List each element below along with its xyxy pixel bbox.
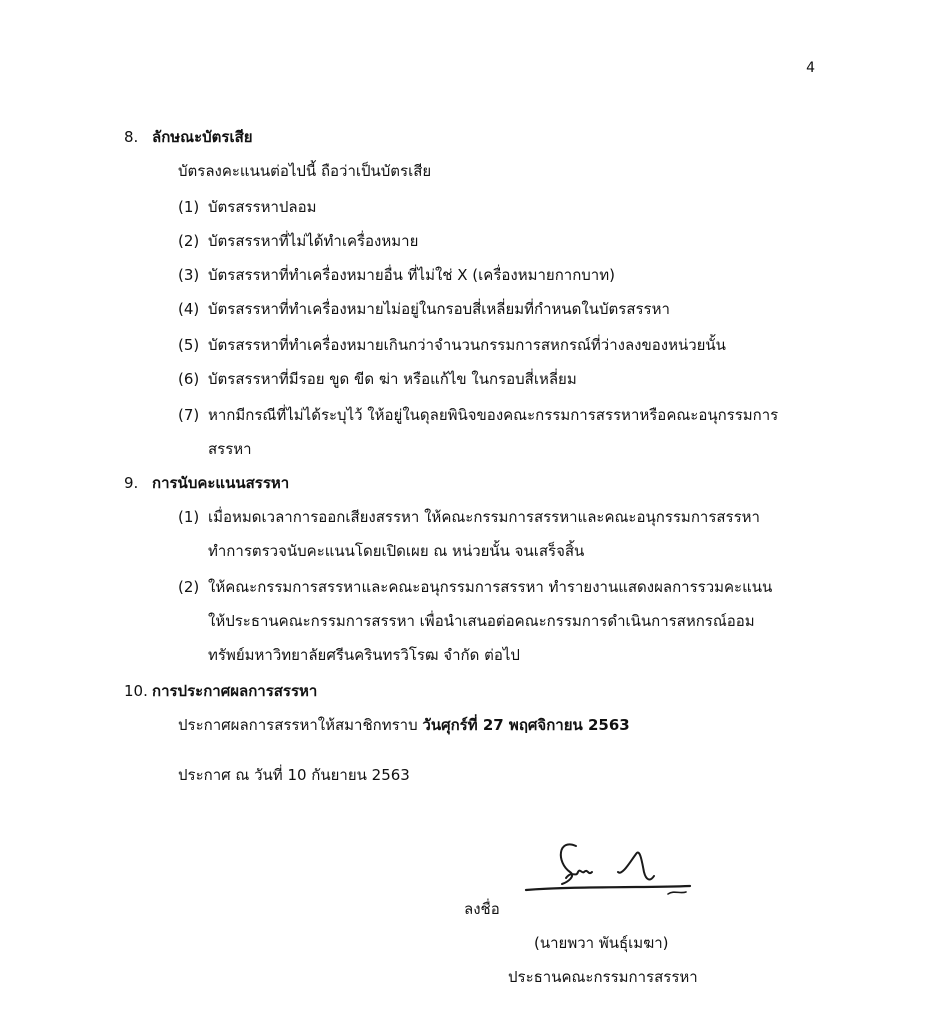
page-number: 4 (806, 60, 815, 76)
section-9-item-1-continued: ทำการตรวจนับคะแนนโดยเปิดเผย ณ หน่วยนั้น จนเสร็จสิ้น (208, 542, 585, 560)
section-9-item-2-continued-2: ทรัพย์มหาวิทยาลัยศรีนครินทรวิโรฒ จำกัด ต่อไป (208, 646, 520, 664)
section-8-item-7: (7) หากมีกรณีที่ไม่ได้ระบุไว้ ให้อยู่ในดุลยพินิจของคณะกรรมการสรรหาหรือคณะอนุกรรมการ (178, 406, 779, 424)
signature-label: ลงชื่อ (464, 900, 500, 918)
section-8-number: 8. (124, 128, 139, 146)
section-8-item-1: (1) บัตรสรรหาปลอม (178, 198, 317, 216)
section-8-item-7-continued: สรรหา (208, 440, 252, 458)
announce-date: ประกาศ ณ วันที่ 10 กันยายน 2563 (178, 766, 410, 784)
section-9-number: 9. (124, 474, 139, 492)
section-8-title: ลักษณะบัตรเสีย (152, 128, 253, 146)
section-9-title: การนับคะแนนสรรหา (152, 474, 290, 492)
section-10-title: การประกาศผลการสรรหา (152, 682, 318, 700)
section-9-item-2: (2) ให้คณะกรรมการสรรหาและคณะอนุกรรมการสรรหา ทำรายงานแสดงผลการรวมคะแนน (178, 578, 773, 596)
announcement-date-bold: วันศุกร์ที่ 27 พฤศจิกายน 2563 (422, 716, 630, 734)
section-9-heading (124, 472, 289, 494)
section-8-heading (124, 126, 253, 148)
section-8-item-5: (5) บัตรสรรหาที่ทำเครื่องหมายเกินกว่าจำนวนกรรมการสหกรณ์ที่ว่างลงของหน่วยนั้น (178, 336, 726, 354)
section-8-item-3: (3) บัตรสรรหาที่ทำเครื่องหมายอื่น ที่ไม่ใช่ X (เครื่องหมายกากบาท) (178, 266, 615, 284)
section-10-number: 10. (124, 682, 148, 700)
section-10-text: ประกาศผลการสรรหาให้สมาชิกทราบ วันศุกร์ที่ 27 พฤศจิกายน 2563 (178, 716, 630, 734)
section-10-heading (124, 680, 317, 702)
handwritten-signature (518, 832, 698, 912)
signer-name: (นายพวา พันธุ์เมฆา) (534, 934, 669, 952)
section-8-item-6: (6) บัตรสรรหาที่มีรอย ขูด ขีด ฆ่า หรือแก้ไข ในกรอบสี่เหลี่ยม (178, 370, 577, 388)
section-8-item-4: (4) บัตรสรรหาที่ทำเครื่องหมายไม่อยู่ในกรอบสี่เหลี่ยมที่กำหนดในบัตรสรรหา (178, 300, 670, 318)
section-8-item-2: (2) บัตรสรรหาที่ไม่ได้ทำเครื่องหมาย (178, 232, 419, 250)
signer-title: ประธานคณะกรรมการสรรหา (508, 968, 698, 986)
section-9-item-1: (1) เมื่อหมดเวลาการออกเสียงสรรหา ให้คณะกรรมการสรรหาและคณะอนุกรรมการสรรหา (178, 508, 760, 526)
section-9-item-2-continued: ให้ประธานคณะกรรมการสรรหา เพื่อนำเสนอต่อคณะกรรมการดำเนินการสหกรณ์ออม (208, 612, 755, 630)
section-8-intro: บัตรลงคะแนนต่อไปนี้ ถือว่าเป็นบัตรเสีย (178, 162, 432, 180)
